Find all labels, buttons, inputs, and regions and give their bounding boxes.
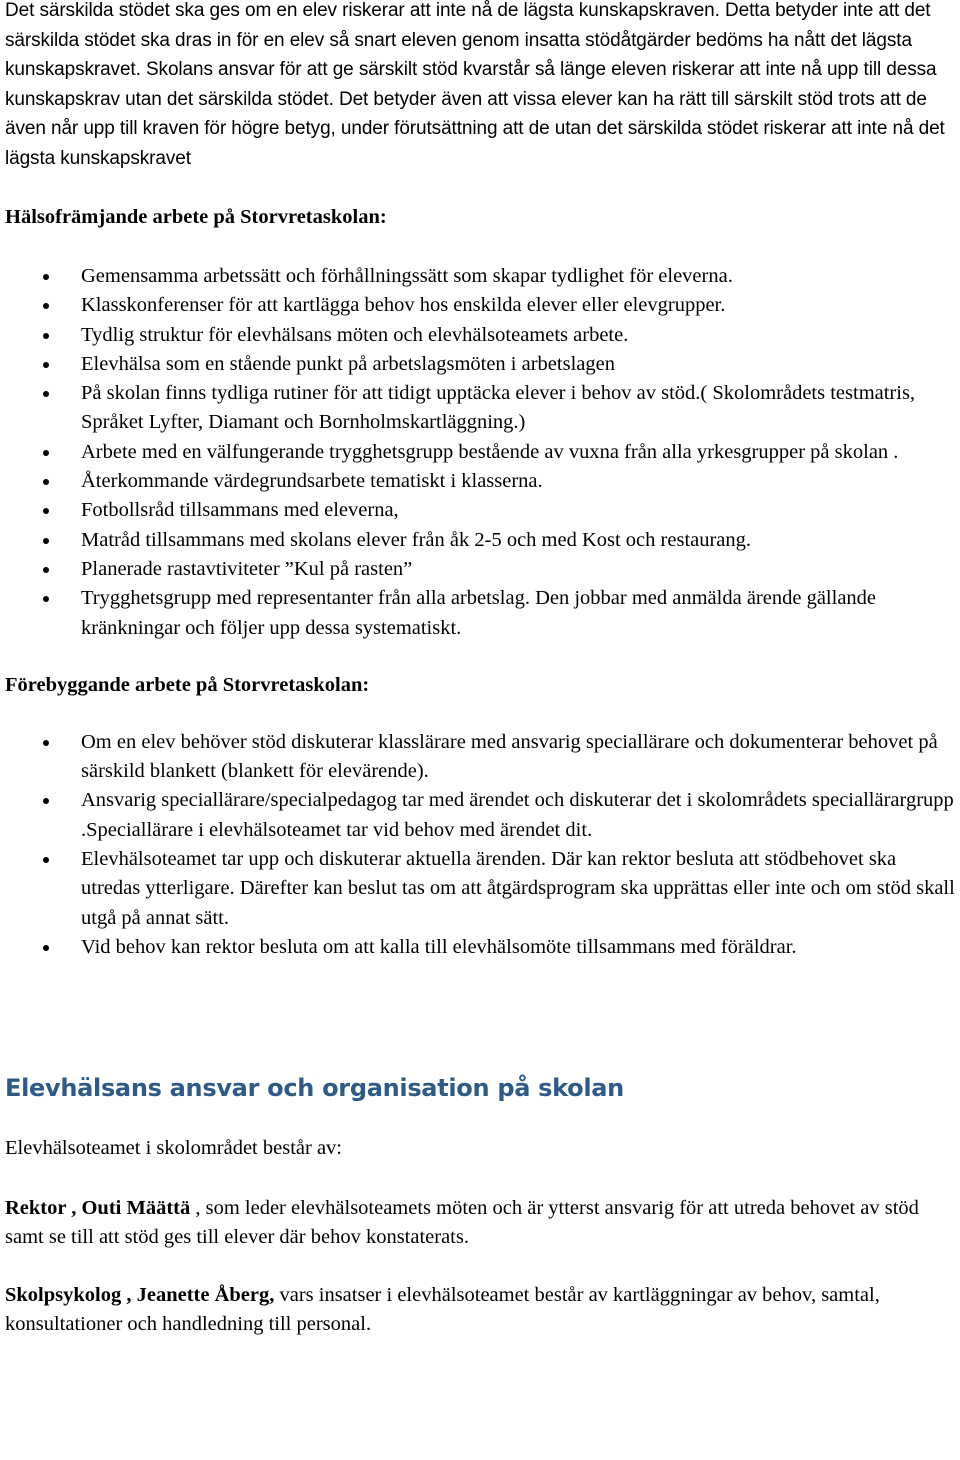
rektor-description: , som leder elevhälsoteamets möten och är ytterst ansvarig för att utreda behovet av stöd samt se till att stöd ges till elever där behov konstaterats. [5,1196,919,1248]
bullet-icon [43,391,49,397]
list-item: Planerade rastavtiviteter ”Kul på rasten” [5,555,955,584]
bullet-icon [43,333,49,339]
bullet-icon [43,538,49,544]
list-item: Elevhälsa som en stående punkt på arbetslagsmöten i arbetslagen [5,350,955,379]
rektor-paragraph [5,1194,955,1253]
list-item: Fotbollsråd tillsammans med eleverna, [5,496,955,525]
list-item: Elevhälsoteamet tar upp och diskuterar aktuella ärenden. Där kan rektor besluta att stödbehovet ska utredas ytterligare. Därefter kan beslut tas om att åtgärdsprogram ska upprättas eller inte och om stöd skall utgå på annat sätt. [5,845,955,933]
list-item: Klasskonferenser för att kartlägga behov hos enskilda elever eller elevgrupper. [5,291,955,320]
bullet-icon [43,945,49,951]
list-item: Gemensamma arbetssätt och förhållningssätt som skapar tydlighet för eleverna. [5,262,955,291]
bullet-icon [43,596,49,602]
bullet-icon [43,857,49,863]
intro-text-part1: Det särskilda stödet ska ges om en elev riskerar att inte nå de lägsta kunskapskraven. Detta betyder inte att det särskilda stödet ska dras in för en elev så snart eleven genom insatta stödåtgärder bedöms ha nått det lägsta kunskapskravet. Skolans ansvar för att ge särskilt stöd kvarstår så länge eleven riskerar att inte nå upp till dessa kunskapskrav utan det särskilda stödet. [5,0,937,110]
list-item: Arbete med en välfungerande trygghetsgrupp bestående av vuxna från alla yrkesgrupper på skolan . [5,438,955,467]
health-list [5,262,955,643]
psykolog-description: vars insatser i elevhälsoteamet består av kartläggningar av behov, samtal, konsultationer och handledning till personal. [5,1284,880,1336]
prevent-list [5,728,955,962]
bullet-icon [43,740,49,746]
bullet-icon [43,567,49,573]
bullet-icon [43,303,49,309]
document-page [5,0,955,1340]
bullet-icon [43,450,49,456]
bullet-icon [43,798,49,804]
section-title: Elevhälsans ansvar och organisation på skolan [5,1074,624,1103]
list-item: Återkommande värdegrundsarbete tematiskt i klasserna. [5,467,955,496]
prevent-heading: Förebyggande arbete på Storvretaskolan: [5,673,370,696]
intro-paragraph [5,0,955,173]
list-item: Vid behov kan rektor besluta om att kalla till elevhälsomöte tillsammans med föräldrar. [5,933,955,962]
team-lead-text: Elevhälsoteamet i skolområdet består av: [5,1137,342,1160]
bullet-icon [43,274,49,280]
bullet-icon [43,479,49,485]
psykolog-name: Skolpsykolog , Jeanette Åberg, [5,1284,275,1307]
list-item: Matråd tillsammans med skolans elever från åk 2-5 och med Kost och restaurang. [5,526,955,555]
bullet-icon [43,508,49,514]
list-item: På skolan finns tydliga rutiner för att tidigt upptäcka elever i behov av stöd.( Skolområdets testmatris, Språket Lyfter, Diamant och Bornholmskartläggning.) [5,379,955,438]
intro-text-part2: Det betyder även att vissa elever kan ha rätt till särskilt stöd trots att de även når upp till kraven för högre betyg, under förutsättning att de utan det särskilda stödet riskerar att inte nå det lägsta kunskapskravet [5,88,945,169]
rektor-name: Rektor , Outi Määttä [5,1196,191,1219]
bullet-icon [43,362,49,368]
health-heading: Hälsofrämjande arbete på Storvretaskolan: [5,206,387,228]
list-item: Tydlig struktur för elevhälsans möten och elevhälsoteamets arbete. [5,321,955,350]
list-item: Trygghetsgrupp med representanter från alla arbetslag. Den jobbar med anmälda ärende gällande kränkningar och följer upp dessa systematiskt. [5,584,955,643]
list-item: Ansvarig speciallärare/specialpedagog tar med ärendet och diskuterar det i skolområdets speciallärargrupp .Speciallärare i elevhälsoteamet tar vid behov med ärendet dit. [5,786,955,845]
psykolog-paragraph [5,1281,955,1340]
list-item: Om en elev behöver stöd diskuterar klasslärare med ansvarig speciallärare och dokumenterar behovet på särskild blankett (blankett för elevärende). [5,728,955,787]
